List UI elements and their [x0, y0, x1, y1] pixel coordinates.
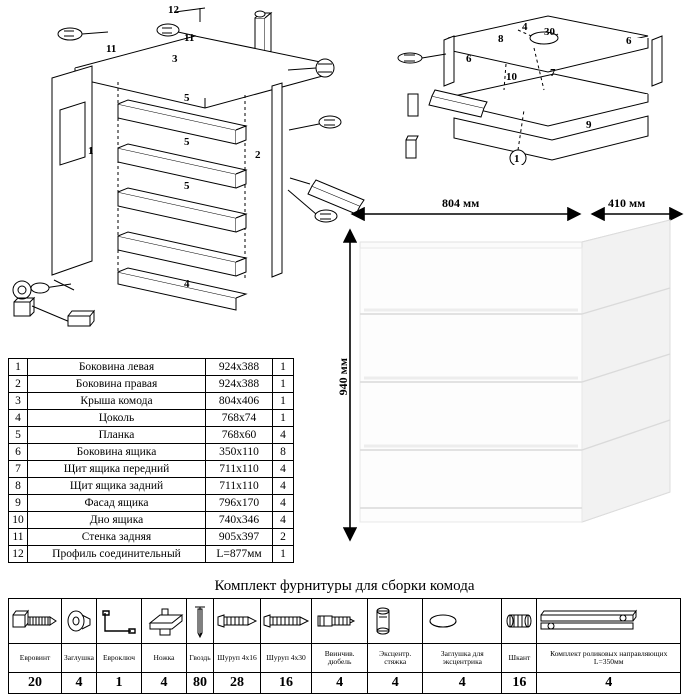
part-quantity: 1: [273, 393, 294, 410]
part-dimension: 740x346: [206, 512, 273, 529]
table-row: [9, 461, 294, 478]
eurokey-icon: [97, 599, 142, 644]
table-row: [9, 427, 294, 444]
table-row: [9, 444, 294, 461]
svg-text:5: 5: [184, 180, 190, 192]
foot-icon: [142, 599, 187, 644]
kit-item-count: 4: [537, 673, 681, 694]
part-dimension: L=877мм: [206, 546, 273, 563]
finished-dresser-illustration: [330, 192, 689, 562]
part-number: 10: [9, 512, 28, 529]
cam-lock-icon: [368, 599, 423, 644]
kit-item-label: Комплект роликовых направляющих L=350мм: [537, 644, 681, 673]
svg-text:3: 3: [172, 53, 178, 65]
part-dimension: 796x170: [206, 495, 273, 512]
part-dimension: 804x406: [206, 393, 273, 410]
kit-counts-row: [9, 673, 681, 694]
kit-item-count: 16: [502, 673, 537, 694]
svg-text:2: 2: [255, 149, 261, 161]
svg-text:1: 1: [88, 145, 94, 157]
svg-text:9: 9: [586, 119, 592, 131]
part-dimension: 350x110: [206, 444, 273, 461]
kit-item-label: Гвоздь: [187, 644, 214, 673]
part-quantity: 4: [273, 512, 294, 529]
kit-item-label: Заглушка для эксцентрика: [423, 644, 502, 673]
kit-labels-row: [9, 644, 681, 673]
exploded-cabinet-diagram: [0, 0, 380, 350]
kit-item-label: Шуруп 4x16: [214, 644, 261, 673]
svg-text:11: 11: [184, 32, 195, 44]
part-name: Дно ящика: [28, 512, 206, 529]
table-row: [9, 546, 294, 563]
part-quantity: 4: [273, 461, 294, 478]
kit-item-label: Эксцентр. стяжка: [368, 644, 423, 673]
part-number: 8: [9, 478, 28, 495]
part-dimension: 768x74: [206, 410, 273, 427]
hardware-kit-table: [8, 598, 681, 694]
width-dimension-label: 804 мм: [442, 196, 480, 210]
part-number: 11: [9, 529, 28, 546]
part-number: 12: [9, 546, 28, 563]
kit-item-count: 4: [312, 673, 368, 694]
table-row: [9, 529, 294, 546]
table-row: [9, 478, 294, 495]
svg-text:5: 5: [184, 92, 190, 104]
part-number: 4: [9, 410, 28, 427]
svg-text:6: 6: [466, 53, 472, 65]
svg-text:7: 7: [550, 67, 556, 79]
part-quantity: 2: [273, 529, 294, 546]
part-number: 1: [9, 359, 28, 376]
kit-item-count: 4: [368, 673, 423, 694]
table-row: [9, 359, 294, 376]
table-row: [9, 393, 294, 410]
svg-text:6: 6: [626, 35, 632, 47]
svg-text:5: 5: [184, 136, 190, 148]
part-quantity: 1: [273, 376, 294, 393]
part-number: 6: [9, 444, 28, 461]
part-dimension: 711x110: [206, 461, 273, 478]
exploded-drawer-diagram: [388, 0, 688, 165]
cam-cap-icon: [423, 599, 502, 644]
table-row: [9, 376, 294, 393]
part-quantity: 1: [273, 359, 294, 376]
kit-icons-row: [9, 599, 681, 644]
part-number: 5: [9, 427, 28, 444]
part-dimension: 768x60: [206, 427, 273, 444]
part-number: 7: [9, 461, 28, 478]
part-name: Цоколь: [28, 410, 206, 427]
kit-item-count: 20: [9, 673, 62, 694]
kit-item-count: 4: [62, 673, 97, 694]
part-name: Боковина правая: [28, 376, 206, 393]
part-name: Профиль соединительный: [28, 546, 206, 563]
svg-text:4: 4: [184, 278, 190, 290]
part-dimension: 924x388: [206, 359, 273, 376]
table-row: [9, 495, 294, 512]
svg-text:30: 30: [544, 26, 555, 38]
euroscrew-icon: [9, 599, 62, 644]
kit-item-label: Ножка: [142, 644, 187, 673]
kit-item-label: Евровинт: [9, 644, 62, 673]
table-row: [9, 410, 294, 427]
kit-item-count: 1: [97, 673, 142, 694]
hardware-kit-title: Комплект фурнитуры для сборки комода: [214, 578, 475, 594]
kit-item-count: 4: [142, 673, 187, 694]
kit-item-label: Евроключ: [97, 644, 142, 673]
svg-text:8: 8: [498, 33, 504, 45]
part-quantity: 8: [273, 444, 294, 461]
part-name: Боковина ящика: [28, 444, 206, 461]
part-quantity: 1: [273, 546, 294, 563]
parts-table: [8, 358, 294, 563]
svg-text:10: 10: [506, 71, 517, 83]
dowel-icon: [312, 599, 368, 644]
part-name: Крыша комода: [28, 393, 206, 410]
nail-icon: [187, 599, 214, 644]
kit-item-count: 16: [261, 673, 312, 694]
dowel-pin-icon: [502, 599, 537, 644]
kit-item-label: Заглушка: [62, 644, 97, 673]
part-dimension: 905x397: [206, 529, 273, 546]
kit-item-label: Ввинчив. дюбель: [312, 644, 368, 673]
part-dimension: 711x110: [206, 478, 273, 495]
height-dimension-label: 940 мм: [336, 358, 350, 396]
kit-item-label: Шуруп 4x30: [261, 644, 312, 673]
drawer-slide-icon: [537, 599, 681, 644]
svg-text:12: 12: [168, 4, 179, 16]
kit-item-count: 28: [214, 673, 261, 694]
kit-item-count: 80: [187, 673, 214, 694]
part-quantity: 4: [273, 427, 294, 444]
svg-text:11: 11: [106, 43, 117, 55]
kit-item-count: 4: [423, 673, 502, 694]
svg-text:1: 1: [514, 153, 520, 165]
part-name: Фасад ящика: [28, 495, 206, 512]
part-name: Стенка задняя: [28, 529, 206, 546]
part-number: 3: [9, 393, 28, 410]
table-row: [9, 512, 294, 529]
part-number: 2: [9, 376, 28, 393]
part-dimension: 924x388: [206, 376, 273, 393]
screw-4x30-icon: [261, 599, 312, 644]
screw-4x16-icon: [214, 599, 261, 644]
part-name: Боковина левая: [28, 359, 206, 376]
kit-item-label: Шкант: [502, 644, 537, 673]
part-name: Планка: [28, 427, 206, 444]
part-number: 9: [9, 495, 28, 512]
part-quantity: 1: [273, 410, 294, 427]
part-quantity: 4: [273, 478, 294, 495]
svg-text:4: 4: [522, 21, 528, 33]
part-name: Щит ящика задний: [28, 478, 206, 495]
part-quantity: 4: [273, 495, 294, 512]
depth-dimension-label: 410 мм: [608, 196, 646, 210]
cap-icon: [62, 599, 97, 644]
part-name: Щит ящика передний: [28, 461, 206, 478]
